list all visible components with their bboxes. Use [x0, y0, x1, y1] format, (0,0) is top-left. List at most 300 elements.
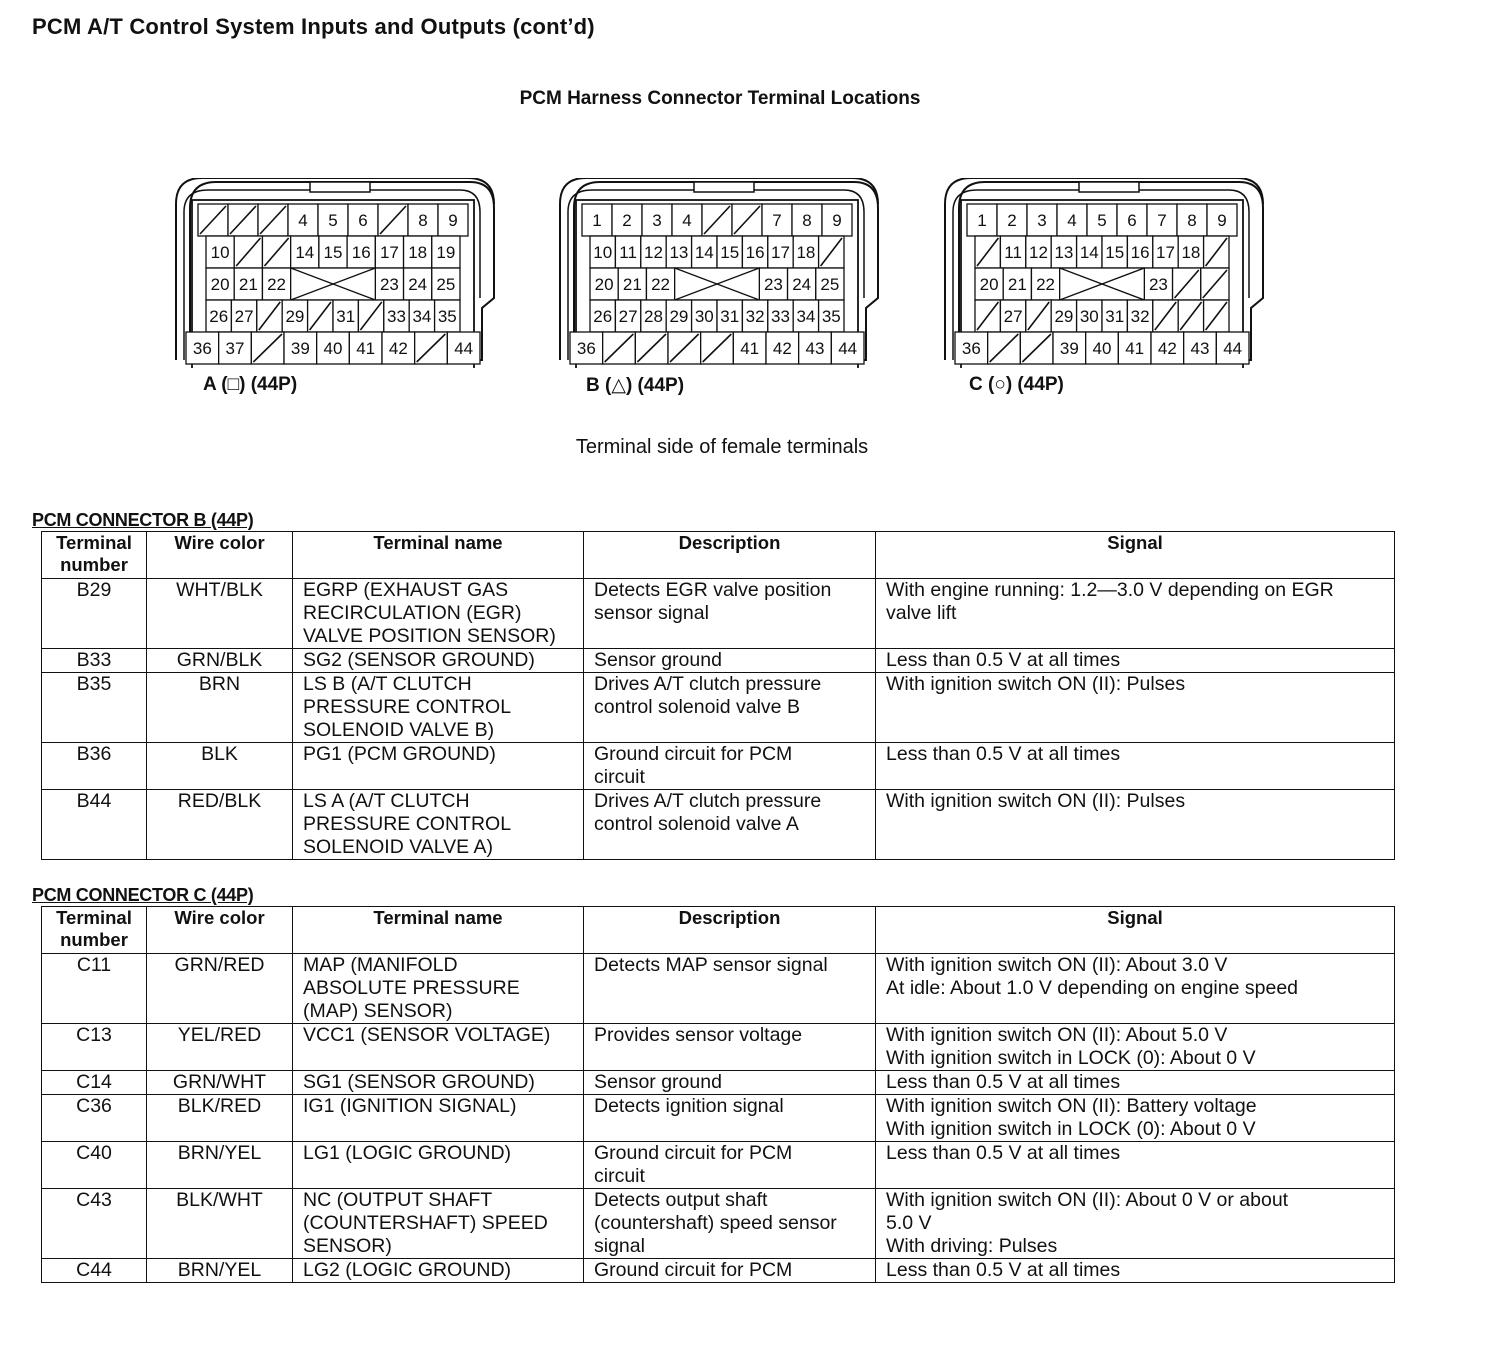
terminal-number-cell: C40 — [42, 1142, 147, 1189]
wire-color-cell: YEL/RED — [147, 1024, 293, 1071]
terminal-number: 14 — [694, 243, 714, 262]
wire-color-cell: RED/BLK — [147, 790, 293, 860]
terminal-pin — [732, 204, 762, 236]
signal-cell-line: With ignition switch ON (II): About 0 V or about — [886, 1189, 1289, 1211]
terminal-pin — [590, 268, 618, 300]
connector-c-diagram — [937, 178, 1267, 368]
terminal-pin — [228, 204, 258, 236]
terminal-number: 2 — [622, 211, 632, 230]
terminal-pin — [1117, 204, 1147, 236]
terminal-pin — [1026, 236, 1051, 268]
description-cell — [584, 579, 876, 649]
terminal-name-cell-line: NC (OUTPUT SHAFT — [303, 1189, 493, 1211]
terminal-pin — [262, 236, 290, 268]
terminal-pin — [231, 300, 256, 332]
terminal-pin — [347, 236, 375, 268]
terminal-number: 19 — [436, 243, 456, 262]
terminal-number: 13 — [1054, 243, 1074, 262]
terminal-pin — [1020, 332, 1053, 364]
terminal-number-cell: C44 — [42, 1259, 147, 1283]
terminal-pin — [432, 268, 460, 300]
terminal-pin — [1144, 268, 1172, 300]
terminal-number: 31 — [1105, 307, 1125, 326]
terminal-pin — [642, 204, 672, 236]
connector-a-diagram — [168, 178, 498, 368]
terminal-pin — [319, 236, 347, 268]
signal-cell — [876, 1259, 1395, 1283]
wire-color-cell: BRN/YEL — [147, 1142, 293, 1189]
wire-color-cell: WHT/BLK — [147, 579, 293, 649]
terminal-pin — [432, 236, 460, 268]
terminal-pin — [378, 204, 408, 236]
terminal-name-cell-line: LS B (A/T CLUTCH — [303, 673, 472, 695]
terminal-pin — [615, 236, 640, 268]
terminal-pin — [793, 236, 818, 268]
terminal-pin — [668, 332, 701, 364]
terminal-number: 29 — [669, 307, 689, 326]
terminal-number: 20 — [210, 275, 230, 294]
connector-c-label: C (○) (44P) — [969, 374, 1064, 395]
terminal-pin — [702, 204, 732, 236]
terminal-pin — [1031, 268, 1059, 300]
terminal-number: 33 — [387, 307, 406, 326]
terminal-number: 20 — [979, 275, 999, 294]
terminal-number: 34 — [796, 307, 816, 326]
terminal-pin — [198, 204, 228, 236]
signal-cell — [876, 954, 1395, 1024]
terminal-pin — [590, 236, 615, 268]
terminal-number: 41 — [1125, 339, 1145, 358]
terminal-pin — [768, 236, 793, 268]
terminal-number: 42 — [1157, 339, 1177, 358]
table-row — [42, 1095, 1395, 1142]
terminal-pin — [333, 300, 358, 332]
terminal-pin — [742, 236, 767, 268]
terminal-number: 40 — [1092, 339, 1112, 358]
signal-cell-line: Less than 0.5 V at all times — [886, 743, 1121, 765]
terminal-number: 11 — [619, 243, 637, 262]
terminal-number: 3 — [652, 211, 662, 230]
terminal-pin — [1178, 300, 1203, 332]
terminal-pin — [234, 236, 262, 268]
terminal-pin — [590, 300, 615, 332]
terminal-pin — [1178, 236, 1203, 268]
terminal-number: 18 — [1181, 243, 1201, 262]
terminal-pin — [1051, 300, 1076, 332]
terminal-pin — [975, 236, 1000, 268]
terminal-pin — [1026, 300, 1051, 332]
terminal-pin — [408, 204, 438, 236]
description-cell — [584, 1259, 876, 1283]
terminal-number: 43 — [805, 339, 825, 358]
terminal-name-cell — [293, 743, 584, 790]
terminal-number: 18 — [796, 243, 816, 262]
terminal-name-cell — [293, 790, 584, 860]
terminal-number: 17 — [771, 243, 790, 262]
terminal-number: 5 — [1097, 211, 1107, 230]
terminal-pin — [1000, 236, 1025, 268]
description-cell-line: Sensor ground — [594, 1071, 722, 1093]
terminal-name-cell-line: VALVE POSITION SENSOR) — [303, 625, 556, 647]
section-heading: PCM Harness Connector Terminal Locations — [519, 88, 921, 109]
terminal-pin — [1077, 300, 1102, 332]
terminal-pin — [788, 268, 816, 300]
terminal-pin — [672, 204, 702, 236]
signal-cell-line: With ignition switch ON (II): Pulses — [886, 673, 1186, 695]
terminal-pin — [206, 236, 234, 268]
terminal-number-cell: B36 — [42, 743, 147, 790]
description-cell — [584, 1142, 876, 1189]
terminal-number: 43 — [1190, 339, 1210, 358]
terminal-name-cell-line: LG1 (LOGIC GROUND) — [303, 1142, 512, 1164]
wire-color-cell: BRN/YEL — [147, 1259, 293, 1283]
terminal-number: 31 — [336, 307, 356, 326]
terminal-pin — [615, 300, 640, 332]
table-row — [42, 1071, 1395, 1095]
terminal-pin — [1003, 268, 1031, 300]
terminal-pin — [409, 300, 434, 332]
terminal-number: 14 — [1079, 243, 1099, 262]
terminal-pin — [819, 236, 844, 268]
terminal-number: 7 — [772, 211, 782, 230]
terminal-number: 10 — [210, 243, 230, 262]
terminal-side-caption: Terminal side of female terminals — [575, 436, 869, 458]
terminal-number-cell: C13 — [42, 1024, 147, 1071]
terminal-pin — [1086, 332, 1119, 364]
terminal-pin — [258, 204, 288, 236]
triangle-icon: △ — [611, 375, 626, 396]
table-row — [42, 579, 1395, 649]
table-row — [42, 1024, 1395, 1071]
signal-cell-line: Less than 0.5 V at all times — [886, 1142, 1121, 1164]
terminal-number: 44 — [838, 339, 858, 358]
description-cell-line: control solenoid valve B — [594, 696, 800, 718]
terminal-number: 12 — [644, 243, 663, 262]
terminal-name-cell-line: RECIRCULATION (EGR) — [303, 602, 522, 624]
terminal-pin — [1087, 204, 1117, 236]
terminal-number: 18 — [408, 243, 428, 262]
signal-cell — [876, 1142, 1395, 1189]
terminal-pin — [641, 236, 666, 268]
terminal-name-cell-line: PG1 (PCM GROUND) — [303, 743, 496, 765]
terminal-pin — [317, 332, 350, 364]
terminal-number: 9 — [448, 211, 458, 230]
terminal-number: 12 — [1029, 243, 1048, 262]
terminal-pin — [348, 204, 378, 236]
terminal-pin — [692, 236, 717, 268]
terminal-number: 15 — [720, 243, 740, 262]
description-cell — [584, 1189, 876, 1259]
terminal-pin — [375, 268, 403, 300]
terminal-pin — [349, 332, 382, 364]
terminal-pin — [284, 332, 317, 364]
description-cell-line: Ground circuit for PCM — [594, 1142, 793, 1164]
column-header: Description — [584, 907, 876, 954]
description-cell — [584, 1024, 876, 1071]
description-cell-line: Ground circuit for PCM — [594, 1259, 793, 1281]
signal-cell-line: With ignition switch in LOCK (0): About 0 V — [886, 1047, 1256, 1069]
terminal-number: 8 — [802, 211, 812, 230]
terminal-number: 36 — [576, 339, 596, 358]
terminal-number: 42 — [388, 339, 408, 358]
terminal-pin — [1184, 332, 1217, 364]
terminal-pin — [1118, 332, 1151, 364]
terminal-pin — [997, 204, 1027, 236]
terminal-pin — [766, 332, 799, 364]
page-title: PCM A/T Control System Inputs and Outputs (cont’d) — [32, 14, 595, 39]
table-c-heading: PCM CONNECTOR C (44P) — [32, 885, 254, 905]
signal-cell — [876, 649, 1395, 673]
terminal-number-cell: B35 — [42, 673, 147, 743]
connector-a-label: A (□) (44P) — [203, 374, 298, 395]
signal-cell-line: With ignition switch ON (II): Battery voltage — [886, 1095, 1257, 1117]
description-cell-line: Drives A/T clutch pressure — [594, 790, 822, 812]
terminal-name-cell — [293, 1024, 584, 1071]
terminal-name-cell-line: SOLENOID VALVE A) — [303, 836, 494, 858]
connector-b-svg — [552, 178, 882, 368]
terminal-pin — [1127, 236, 1152, 268]
terminal-number: 32 — [1130, 307, 1150, 326]
terminal-name-cell-line: IG1 (IGNITION SIGNAL) — [303, 1095, 517, 1117]
terminal-pin — [404, 268, 432, 300]
unused-cavity-block — [291, 268, 376, 300]
table-b-heading: PCM CONNECTOR B (44P) — [32, 510, 254, 530]
terminal-pin — [762, 204, 792, 236]
signal-cell-line: With ignition switch ON (II): About 3.0 V — [886, 954, 1228, 976]
terminal-pin — [603, 332, 636, 364]
terminal-number: 35 — [821, 307, 841, 326]
terminal-number: 44 — [1223, 339, 1243, 358]
terminal-pin — [692, 300, 717, 332]
terminal-pin — [318, 204, 348, 236]
terminal-pin — [1177, 204, 1207, 236]
wire-color-cell: BLK/RED — [147, 1095, 293, 1142]
table-row — [42, 1189, 1395, 1259]
table-row — [42, 1259, 1395, 1283]
description-cell — [584, 790, 876, 860]
signal-cell-line: With ignition switch ON (II): Pulses — [886, 790, 1186, 812]
description-cell — [584, 649, 876, 673]
terminal-name-cell-line: SENSOR) — [303, 1235, 392, 1257]
signal-cell — [876, 579, 1395, 649]
terminal-number: 15 — [323, 243, 343, 262]
terminal-name-cell-line: SG2 (SENSOR GROUND) — [303, 649, 535, 671]
column-header: Terminal number — [42, 532, 147, 579]
terminal-pin — [206, 300, 231, 332]
column-header: Wire color — [147, 907, 293, 954]
signal-cell — [876, 1071, 1395, 1095]
terminal-pin — [742, 300, 767, 332]
column-header: Signal — [876, 532, 1395, 579]
connector-b-label: B (△) (44P) — [586, 375, 685, 396]
terminal-name-cell — [293, 954, 584, 1024]
terminal-number-cell: C43 — [42, 1189, 147, 1259]
table-row — [42, 743, 1395, 790]
terminal-number: 26 — [209, 307, 229, 326]
description-cell — [584, 673, 876, 743]
terminal-name-cell-line: SOLENOID VALVE B) — [303, 719, 495, 741]
description-cell-line: Sensor ground — [594, 649, 722, 671]
terminal-number: 6 — [358, 211, 368, 230]
signal-cell-line: With ignition switch ON (II): About 5.0 V — [886, 1024, 1228, 1046]
terminal-pin — [717, 236, 742, 268]
column-header: Terminal name — [293, 907, 584, 954]
terminal-number: 36 — [961, 339, 981, 358]
table-row — [42, 790, 1395, 860]
terminal-pin — [635, 332, 668, 364]
terminal-pin — [438, 204, 468, 236]
signal-cell — [876, 1024, 1395, 1071]
description-cell — [584, 1071, 876, 1095]
column-header: Terminal name — [293, 532, 584, 579]
terminal-number: 14 — [295, 243, 315, 262]
terminal-pin — [1051, 236, 1076, 268]
terminal-number: 22 — [1036, 275, 1056, 294]
terminal-pin — [831, 332, 864, 364]
terminal-pin — [967, 204, 997, 236]
terminal-number: 11 — [1004, 243, 1022, 262]
terminal-pin — [1153, 236, 1178, 268]
terminal-number: 16 — [1130, 243, 1150, 262]
wire-color-cell: GRN/RED — [147, 954, 293, 1024]
wire-color-cell: GRN/WHT — [147, 1071, 293, 1095]
terminal-number: 9 — [832, 211, 842, 230]
terminal-pin — [1216, 332, 1249, 364]
terminal-pin — [384, 300, 409, 332]
terminal-pin — [435, 300, 460, 332]
terminal-name-cell — [293, 649, 584, 673]
terminal-pin — [1077, 236, 1102, 268]
terminal-number-cell: B29 — [42, 579, 147, 649]
wire-color-cell: GRN/BLK — [147, 649, 293, 673]
terminal-pin — [308, 300, 333, 332]
description-cell-line: Detects ignition signal — [594, 1095, 784, 1117]
terminal-number-cell: C36 — [42, 1095, 147, 1142]
terminal-pin — [793, 300, 818, 332]
terminal-pin — [1204, 236, 1229, 268]
terminal-pin — [768, 300, 793, 332]
connector-b-table — [41, 531, 1395, 860]
terminal-pin — [582, 204, 612, 236]
terminal-number: 6 — [1127, 211, 1137, 230]
terminal-pin — [822, 204, 852, 236]
terminal-number: 24 — [792, 275, 812, 294]
terminal-number: 26 — [593, 307, 613, 326]
terminal-pin — [219, 332, 252, 364]
description-cell-line: circuit — [594, 766, 645, 788]
terminal-pin — [288, 204, 318, 236]
terminal-name-cell — [293, 1189, 584, 1259]
terminal-name-cell — [293, 1142, 584, 1189]
terminal-pin — [1102, 236, 1127, 268]
terminal-pin — [701, 332, 734, 364]
terminal-number: 35 — [437, 307, 457, 326]
terminal-pin — [186, 332, 219, 364]
terminal-number: 24 — [408, 275, 428, 294]
terminal-number: 29 — [1054, 307, 1074, 326]
column-header: Wire color — [147, 532, 293, 579]
signal-cell — [876, 1189, 1395, 1259]
terminal-number: 36 — [192, 339, 212, 358]
terminal-pin — [234, 268, 262, 300]
terminal-number: 10 — [593, 243, 613, 262]
terminal-number: 17 — [379, 243, 399, 262]
description-cell-line: control solenoid valve A — [594, 813, 799, 835]
terminal-number: 33 — [771, 307, 790, 326]
signal-cell-line: valve lift — [886, 602, 957, 624]
signal-cell-line: At idle: About 1.0 V depending on engine speed — [886, 977, 1299, 999]
terminal-number: 4 — [298, 211, 308, 230]
terminal-pin — [1127, 300, 1152, 332]
terminal-number: 4 — [1067, 211, 1077, 230]
terminal-pin — [819, 300, 844, 332]
terminal-pin — [988, 332, 1021, 364]
terminal-number: 41 — [740, 339, 760, 358]
terminal-number: 20 — [594, 275, 614, 294]
wire-color-cell: BLK/WHT — [147, 1189, 293, 1259]
terminal-pin — [570, 332, 603, 364]
terminal-number: 34 — [412, 307, 432, 326]
terminal-pin — [1201, 268, 1229, 300]
terminal-number: 27 — [1003, 307, 1023, 326]
terminal-number: 21 — [238, 275, 258, 294]
terminal-number: 8 — [1187, 211, 1197, 230]
signal-cell — [876, 790, 1395, 860]
terminal-number: 27 — [618, 307, 638, 326]
terminal-number: 22 — [267, 275, 287, 294]
connector-c-svg — [937, 178, 1267, 368]
column-header: Terminal number — [42, 907, 147, 954]
signal-cell-line: Less than 0.5 V at all times — [886, 649, 1121, 671]
terminal-name-cell-line: LG2 (LOGIC GROUND) — [303, 1259, 512, 1281]
wire-color-cell: BLK — [147, 743, 293, 790]
terminal-pin — [375, 236, 403, 268]
circle-icon: ○ — [994, 374, 1006, 395]
terminal-name-cell-line: SG1 (SENSOR GROUND) — [303, 1071, 535, 1093]
terminal-number: 30 — [694, 307, 714, 326]
terminal-number: 31 — [720, 307, 740, 326]
terminal-number: 41 — [356, 339, 376, 358]
terminal-pin — [717, 300, 742, 332]
terminal-pin — [666, 236, 691, 268]
signal-cell — [876, 743, 1395, 790]
connector-b-diagram — [552, 178, 882, 368]
terminal-pin — [618, 268, 646, 300]
terminal-pin — [666, 300, 691, 332]
signal-cell — [876, 1095, 1395, 1142]
wire-color-cell: BRN — [147, 673, 293, 743]
terminal-number: 1 — [592, 211, 602, 230]
terminal-number: 23 — [379, 275, 399, 294]
terminal-number: 13 — [669, 243, 689, 262]
signal-cell-line: Less than 0.5 V at all times — [886, 1259, 1121, 1281]
signal-cell-line: Less than 0.5 V at all times — [886, 1071, 1121, 1093]
terminal-number: 27 — [234, 307, 254, 326]
terminal-pin — [1102, 300, 1127, 332]
terminal-name-cell — [293, 673, 584, 743]
terminal-number: 39 — [1059, 339, 1079, 358]
terminal-pin — [641, 300, 666, 332]
terminal-name-cell-line: (COUNTERSHAFT) SPEED — [303, 1212, 548, 1234]
terminal-pin — [1153, 300, 1178, 332]
description-cell-line: Detects EGR valve position — [594, 579, 832, 601]
terminal-pin — [1173, 268, 1201, 300]
description-cell-line: Detects MAP sensor signal — [594, 954, 828, 976]
terminal-name-cell-line: EGRP (EXHAUST GAS — [303, 579, 509, 601]
description-cell — [584, 954, 876, 1024]
terminal-pin — [646, 268, 674, 300]
signal-cell-line: With engine running: 1.2—3.0 V depending on EGR — [886, 579, 1334, 601]
